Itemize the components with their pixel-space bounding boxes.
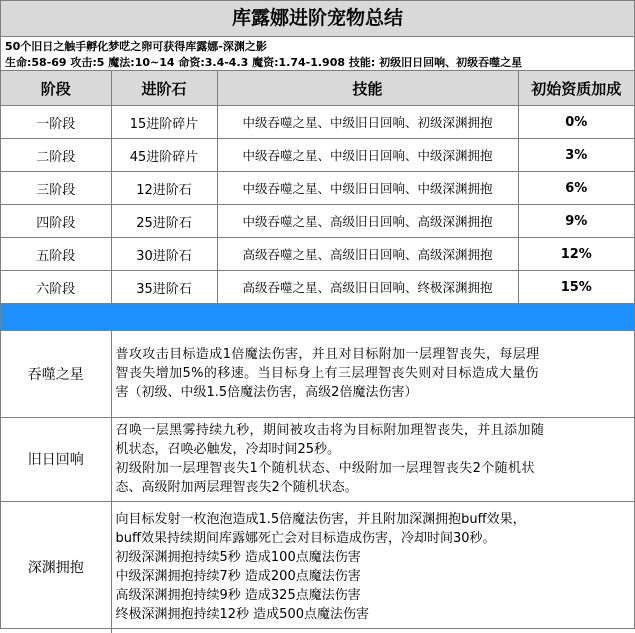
skill-desc-line: 向目标发射一枚泡泡造成1.5倍魔法伤害，并且附加深渊拥抱buff效果， [115, 512, 526, 528]
skill-desc-line: 害（初级、中级1.5倍魔法伤害，高级2倍魔法伤害） [115, 385, 418, 401]
section-divider-bar [1, 304, 634, 331]
skills-cell: 中级吞噬之星、中级旧日回响、中级深渊拥抱 [217, 139, 518, 172]
skill-desc-line: 初级深渊拥抱持续5秒 造成100点魔法伤害 [115, 550, 361, 566]
bonus-cell: 3% [518, 139, 634, 172]
table-row [1, 106, 634, 139]
skill-description-table [1, 331, 634, 633]
stone-cell: 45进阶碎片 [111, 139, 217, 172]
skill-row-old-day-echo [1, 417, 634, 501]
skill-desc-line: 中级深渊拥抱持续7秒 造成200点魔法伤害 [115, 569, 361, 585]
bonus-cell: 9% [518, 205, 634, 238]
column-header-bonus: 初始资质加成 [518, 71, 634, 106]
stage-table [1, 71, 634, 304]
column-header-skills: 技能 [217, 71, 518, 106]
stone-cell: 15进阶碎片 [111, 106, 217, 139]
table-row [1, 238, 634, 271]
table-row [1, 172, 634, 205]
stage-cell: 三阶段 [1, 172, 111, 205]
bonus-cell: 6% [518, 172, 634, 205]
table-row [1, 139, 634, 172]
table-row [1, 205, 634, 238]
bonus-cell: 0% [518, 106, 634, 139]
skill-desc-line: 普攻攻击目标造成1倍魔法伤害，并且对目标附加一层理智丧失，每层理 [115, 347, 540, 363]
skill-desc-line: 机状态，召唤必触发，冷却时间25秒。 [115, 442, 341, 457]
pet-info-block [1, 37, 634, 71]
stage-cell: 五阶段 [1, 238, 111, 271]
stone-cell: 30进阶石 [111, 238, 217, 271]
pet-source-text: 50个旧日之触手孵化梦呓之卵可获得库露娜-深渊之影 [5, 40, 267, 53]
skill-desc-line: 召唤一层黑雾持续九秒，期间被攻击将为目标附加理智丧失，并且添加随 [115, 423, 545, 438]
skill-desc-line: 高级深渊拥抱持续9秒 造成325点魔法伤害 [115, 588, 361, 604]
skill-desc-cell [111, 331, 634, 417]
skill-name-cell: 旧日回响 [1, 417, 111, 501]
skill-desc-line: buff效果持续期间库露娜死亡会对目标造成伤害，冷却时间30秒。 [115, 531, 496, 547]
stage-cell: 四阶段 [1, 205, 111, 238]
table-row [1, 271, 634, 304]
skill-desc-line: 智丧失增加5%的移速。当目标身上有三层理智丧失则对目标造成大量伤 [115, 366, 539, 382]
skills-cell: 中级吞噬之星、高级旧日回响、高级深渊拥抱 [217, 205, 518, 238]
stage-cell: 六阶段 [1, 271, 111, 304]
stage-cell: 二阶段 [1, 139, 111, 172]
stone-cell: 12进阶石 [111, 172, 217, 205]
skills-cell: 中级吞噬之星、中级旧日回响、初级深渊拥抱 [217, 106, 518, 139]
column-header-stone: 进阶石 [111, 71, 217, 106]
skills-cell: 中级吞噬之星、中级旧日回响、中级深渊拥抱 [217, 172, 518, 205]
stone-cell: 25进阶石 [111, 205, 217, 238]
stone-cell: 35进阶石 [111, 271, 217, 304]
skill-desc-line: 初级附加一层理智丧失1个随机状态、中级附加一层理智丧失2个随机状 [115, 461, 535, 476]
stage-cell: 一阶段 [1, 106, 111, 139]
bonus-cell: 12% [518, 238, 634, 271]
skill-desc-cell [111, 501, 634, 633]
skill-name-cell: 吞噬之星 [1, 331, 111, 417]
skill-desc-line: 终极深渊拥抱持续12秒 造成500点魔法伤害 [115, 607, 369, 623]
skill-desc-cell [111, 417, 634, 501]
skill-row-devour-star [1, 331, 634, 417]
skills-cell: 高级吞噬之星、高级旧日回响、终极深渊拥抱 [217, 271, 518, 304]
stage-table-header-row [1, 71, 634, 106]
page-title: 库露娜进阶宠物总结 [1, 1, 634, 37]
skills-cell: 高级吞噬之星、高级旧日回响、高级深渊拥抱 [217, 238, 518, 271]
skill-desc-line: 态、高级附加两层理智丧失2个随机状态。 [115, 480, 358, 495]
skill-row-abyss-embrace [1, 501, 634, 633]
column-header-stage: 阶段 [1, 71, 111, 106]
skill-name-cell: 深渊拥抱 [1, 501, 111, 633]
bonus-cell: 15% [518, 271, 634, 304]
pet-stats-text: 生命:58-69 攻击:5 魔法:10~14 命资:3.4-4.3 魔资:1.74-1.908 技能: 初级旧日回响、初级吞噬之星 [5, 56, 523, 69]
